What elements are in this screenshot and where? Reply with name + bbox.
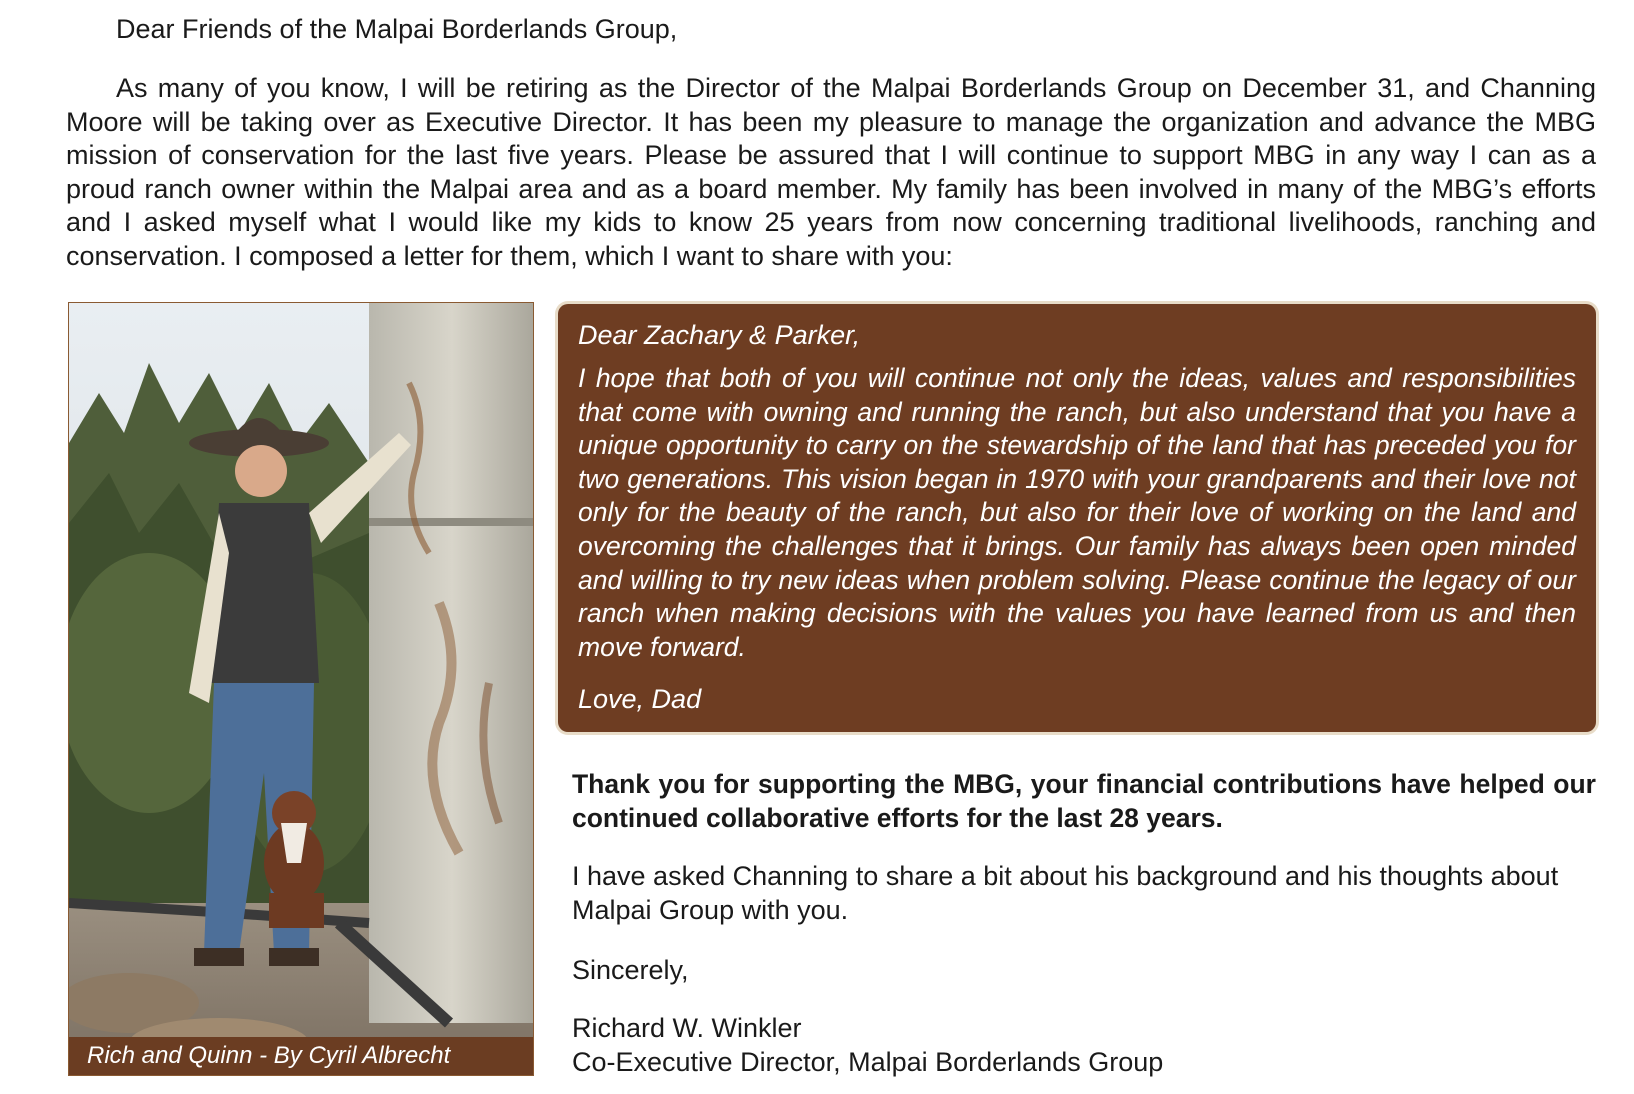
photo-caption: Rich and Quinn - By Cyril Albrecht xyxy=(69,1037,533,1075)
letter-box xyxy=(558,304,1596,732)
photo-rich-and-quinn xyxy=(68,302,534,1076)
channing-paragraph: I have asked Channing to share a bit about his background and his thoughts about Malpai Group with you. xyxy=(572,861,1559,925)
intro-paragraph: As many of you know, I will be retiring as the Director of the Malpai Borderlands Group on December 31, and Channing Moore will be taking over as Executive Director. It has been my pleasure to manage the organization and advance the MBG mission of conservation for the last five years. Please be assured that I will continue to support MBG in any way I can as a proud ranch owner within the Malpai area and as a board member. My family has been involved in many of the MBG’s efforts and I asked myself what I would like my kids to know 25 years from now concerning traditional livelihoods, ranching and conservation. I composed a letter for them, which I want to share with you: xyxy=(66,73,1596,271)
closing: Sincerely, xyxy=(572,955,689,985)
letter-greeting: Dear Zachary & Parker, xyxy=(578,320,861,350)
letter-body: I hope that both of you will continue not only the ideas, values and responsibilities that come with owning and running the ranch, but also understand that you have a unique opportunity to carry on the stewardship of the land that has preceded you for two generations. This vision began in 1970 with your grandparents and their love not only for the beauty of the ranch, but also for their love of working on the land and overcoming the challenges that it brings. Our family has always been open minded and willing to try new ideas when problem solving. Please continue the legacy of our ranch when making decisions with the values you have learned from us and then move forward. xyxy=(578,363,1576,662)
signer-name: Richard W. Winkler xyxy=(572,1013,802,1043)
salutation: Dear Friends of the Malpai Borderlands Group, xyxy=(116,14,678,44)
photo-illustration xyxy=(69,303,534,1076)
signer-title: Co-Executive Director, Malpai Borderlands Group xyxy=(572,1046,1164,1077)
letter-signoff: Love, Dad xyxy=(578,684,702,715)
thank-you-paragraph: Thank you for supporting the MBG, your financial contributions have helped our continued collaborative efforts for the last 28 years. xyxy=(572,769,1596,833)
signature-block xyxy=(572,1012,1163,1079)
